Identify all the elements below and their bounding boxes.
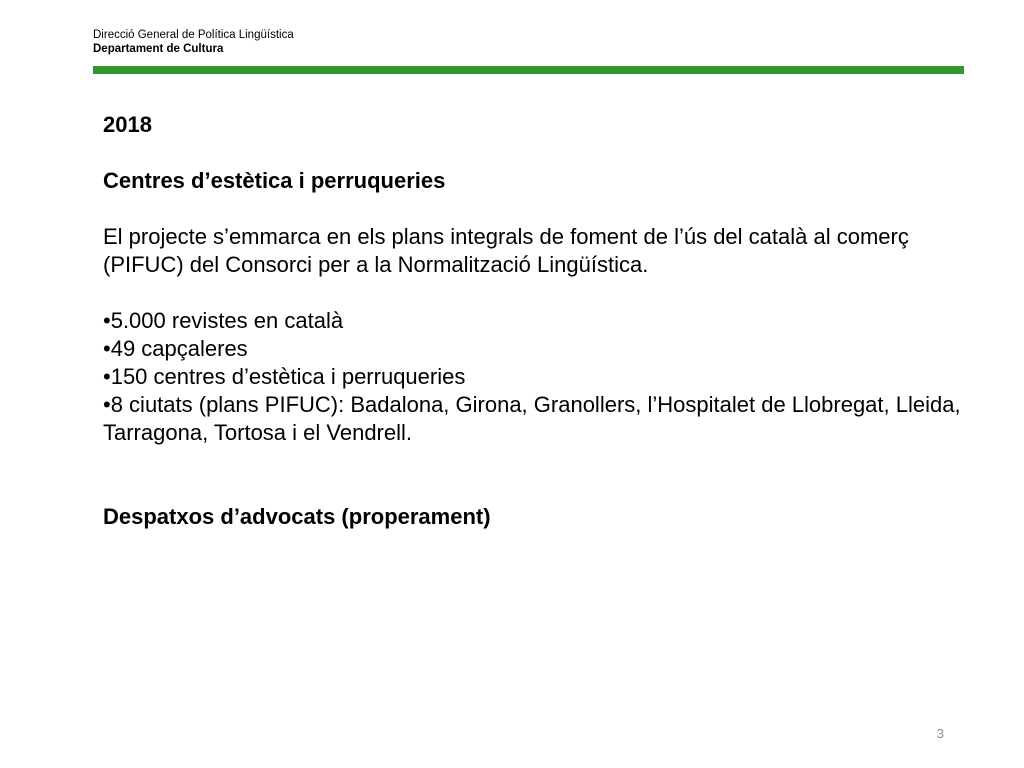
bullet-item: •150 centres d’estètica i perruqueries [103,364,466,389]
year-heading: 2018 [103,112,152,137]
bullet-item: •5.000 revistes en català [103,308,344,333]
header-organization [93,28,294,56]
org-department-name: Departament de Cultura [93,43,224,55]
spacer [103,447,963,503]
bullet-list [103,307,963,447]
upcoming-heading: Despatxos d’advocats (properament) [103,504,491,529]
page-number: 3 [936,726,944,741]
intro-paragraph: El projecte s’emmarca en els plans integrals de foment de l’ús del català al comerç (PIFUC) del Consorci per a la Normalització Lingüística. [103,224,909,277]
bullet-item: •8 ciutats (plans PIFUC): Badalona, Girona, Granollers, l’Hospitalet de Llobregat, Lleida, Tarragona, Tortosa i el Vendrell. [103,392,961,445]
spacer [103,279,963,307]
header-divider-bar [93,66,964,74]
org-directorate-name: Direcció General de Política Lingüística [93,29,294,41]
bullet-item: •49 capçaleres [103,336,248,361]
section-title: Centres d’estètica i perruqueries [103,168,446,193]
spacer [103,195,963,223]
slide-body [103,111,963,531]
spacer [103,139,963,167]
